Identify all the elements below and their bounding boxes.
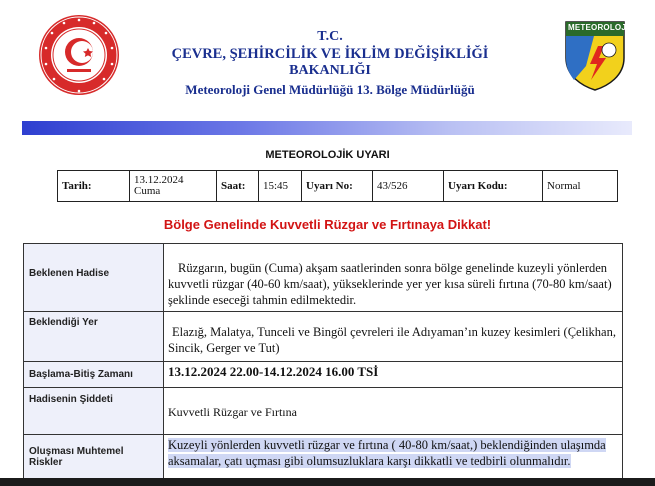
row-key-time-range: Başlama-Bitiş Zamanı: [24, 362, 164, 388]
row-value-risks: [164, 435, 623, 485]
header-ministry-suffix: BAKANLIĞI: [289, 63, 371, 78]
header-ministry-name: ÇEVRE, ŞEHİRCİLİK VE İKLİM DEĞİŞİKLİĞİ: [171, 46, 489, 62]
selected-risk-text[interactable]: Kuzeyli yönlerden kuvvetli rüzgar ve fırtına ( 40-80 km/saat,) beklendiğinden ulaşımda aksamalar, çatı uçması gibi olumsuzluklara karşı dikkatli ve tedbirli olunmalıdır.: [168, 438, 606, 468]
row-key-location: Beklendiği Yer: [24, 312, 164, 362]
warning-details-table: [23, 243, 623, 485]
warning-code-value: Normal: [543, 171, 618, 202]
bottom-edge: [0, 478, 655, 486]
warning-info-table: [57, 170, 618, 202]
table-row: [24, 312, 623, 362]
date-cell: [130, 171, 217, 202]
table-row: [24, 435, 623, 485]
ministry-seal-logo: [38, 14, 120, 96]
alert-headline: Bölge Genelinde Kuvvetli Rüzgar ve Fırtınaya Dikkat!: [163, 217, 492, 232]
table-row: [24, 244, 623, 312]
document-title: METEOROLOJİK UYARI: [265, 149, 390, 161]
row-value-time-range: 13.12.2024 22.00-14.12.2024 16.00 TSİ: [164, 362, 623, 388]
row-key-risks: Oluşması Muhtemel Riskler: [24, 435, 164, 485]
header-directorate: Meteoroloji Genel Müdürlüğü 13. Bölge Müdürlüğü: [185, 82, 475, 97]
warning-no-value: 43/526: [373, 171, 444, 202]
date-value: 13.12.2024: [134, 174, 184, 186]
meteoroloji-logo-text: METEOROLOJİ: [568, 23, 629, 32]
header-divider-bar: [22, 121, 632, 135]
day-value: Cuma: [134, 185, 161, 197]
table-row: [24, 388, 623, 435]
table-row: [24, 362, 623, 388]
row-value-location: Elazığ, Malatya, Tunceli ve Bingöl çevreleri ile Adıyaman’ın kuzey kesimleri (Çelikhan, Sincik, Gerger ve Tut): [164, 312, 623, 362]
header-line-tc: T.C.: [317, 29, 343, 44]
row-value-expected-event: Rüzgarın, bugün (Cuma) akşam saatlerinden sonra bölge genelinde kuzeyli yönlerden kuvvetli rüzgar (40-60 km/saat), yükseklerinde yer yer kısa süreli fırtına (70-80 km/saat) şeklinde eseceği tahmin edilmektedir.: [164, 244, 623, 312]
row-key-severity: Hadisenin Şiddeti: [24, 388, 164, 435]
warning-code-label: Uyarı Kodu:: [444, 171, 543, 202]
date-label: Tarih:: [58, 171, 130, 202]
time-label: Saat:: [217, 171, 259, 202]
row-key-expected-event: Beklenen Hadise: [24, 244, 164, 312]
warning-no-label: Uyarı No:: [302, 171, 373, 202]
time-value: 15:45: [259, 171, 302, 202]
meteoroloji-logo: [564, 20, 629, 92]
row-value-severity: Kuvvetli Rüzgar ve Fırtına: [164, 388, 623, 435]
